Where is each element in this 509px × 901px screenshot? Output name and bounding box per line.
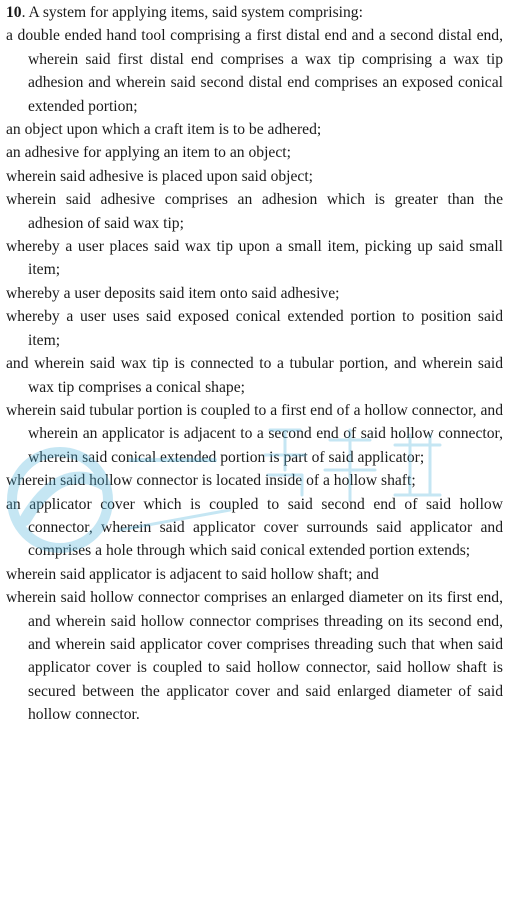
claim-clause-12: an applicator cover which is coupled to said second end of said hollow connector, wherein said applicator cover surrounds said applicator and comprises a hole through which said conical extended portion extends; xyxy=(6,495,503,560)
claim-clause-7: whereby a user deposits said item onto said adhesive; xyxy=(6,284,340,302)
claim-number: 10 xyxy=(6,4,22,21)
claim-clause-5: wherein said adhesive comprises an adhesion which is greater than the adhesion of said wax tip; xyxy=(6,191,503,232)
claim-preamble: . A system for applying items, said system comprising: xyxy=(21,4,363,21)
claim-clause-10: wherein said tubular portion is coupled to a first end of a hollow connector, and wherein an applicator is adjacent to a second end of said hollow connector, wherein said conical extended portion is part of said applicator; xyxy=(6,401,503,466)
claim-clause-9: and wherein said wax tip is connected to a tubular portion, and wherein said wax tip comprises a conical shape; xyxy=(6,355,503,396)
claim-clause-2: an object upon which a craft item is to be adhered; xyxy=(6,121,322,139)
claim-clause-1: a double ended hand tool comprising a first distal end and a second distal end, wherein said first distal end comprises a wax tip comprising a wax tip adhesion and wherein said second distal end comprises an exposed conical extended portion; xyxy=(6,27,503,115)
claim-heading xyxy=(6,1,503,24)
claim-clause-4: wherein said adhesive is placed upon said object; xyxy=(6,167,314,185)
claim-clause-3: an adhesive for applying an item to an object; xyxy=(6,144,291,162)
claim-clause-13: wherein said applicator is adjacent to said hollow shaft; and xyxy=(6,565,379,583)
claim-clause-8: whereby a user uses said exposed conical extended portion to position said item; xyxy=(6,308,503,349)
claim-clause-6: whereby a user places said wax tip upon a small item, picking up said small item; xyxy=(6,238,503,279)
claim-clause-14: wherein said hollow connector comprises an enlarged diameter on its first end, and wherein said hollow connector comprises threading on its second end, and wherein said applicator cover comprises threading such that when said applicator cover is coupled to said hollow connector, said hollow shaft is secured between the applicator cover and said enlarged diameter of said hollow connector. xyxy=(6,589,503,724)
claim-clause-11: wherein said hollow connector is located inside of a hollow shaft; xyxy=(6,472,416,490)
